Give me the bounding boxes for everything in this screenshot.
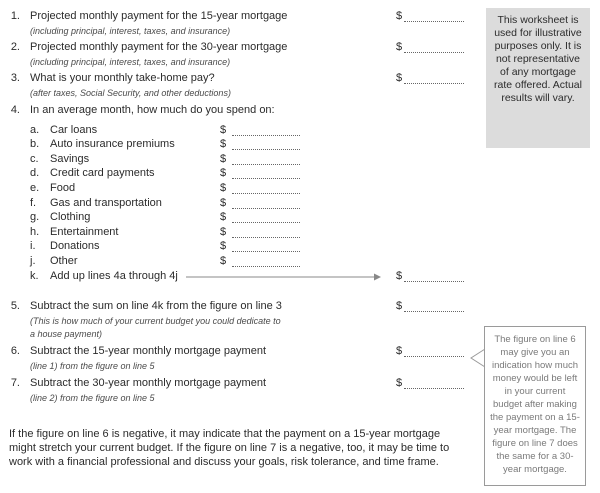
dollar-sign: $: [220, 153, 227, 165]
question-number: 3.: [10, 72, 20, 84]
expense-field-b[interactable]: [232, 149, 300, 150]
question-note: (line 2) from the figure on line 5: [30, 393, 155, 403]
dollar-sign: $: [220, 167, 227, 179]
expense-field-a[interactable]: [232, 135, 300, 136]
question-text: In an average month, how much do you spend on:: [30, 104, 275, 116]
expense-field-e[interactable]: [232, 193, 300, 194]
expense-total-field[interactable]: [404, 281, 464, 282]
expense-label: Other: [50, 255, 78, 267]
dollar-sign: $: [220, 240, 227, 252]
callout-text: The figure on line 6 may give you an indication how much money would be left in your current budget after making the payment on a 15-year mortgage. The figure on line 7 does the same for a 30-year mortgage.: [490, 334, 580, 475]
question-text: Projected monthly payment for the 15-year mortgage: [30, 10, 288, 22]
dollar-sign: $: [396, 270, 403, 282]
question-text: Subtract the sum on line 4k from the figure on line 3: [30, 300, 282, 312]
expense-field-j[interactable]: [232, 266, 300, 267]
expense-label: Car loans: [50, 124, 98, 136]
answer-field-line-7[interactable]: [404, 388, 464, 389]
expense-field-d[interactable]: [232, 178, 300, 179]
conclusion-paragraph: If the figure on line 6 is negative, it may indicate that the payment on a 15-year mortgage might stretch your current budget. If the figure on line 7 is a negative, too, it may be time to work with a financial professional and discuss your goals, risk tolerance, and time frame.: [9, 428, 450, 468]
dollar-sign: $: [396, 377, 403, 389]
dollar-sign: $: [396, 10, 403, 22]
dollar-sign: $: [220, 182, 227, 194]
question-text: Subtract the 15-year monthly mortgage payment: [30, 345, 267, 357]
question-number: 6.: [10, 345, 20, 357]
answer-field-line-3[interactable]: [404, 83, 464, 84]
question-number: 1.: [10, 10, 20, 22]
expense-field-g[interactable]: [232, 222, 300, 223]
expense-label: Credit card payments: [50, 167, 155, 179]
expense-letter: e.: [30, 182, 40, 194]
answer-field-line-2[interactable]: [404, 52, 464, 53]
dollar-sign: $: [220, 138, 227, 150]
dollar-sign: $: [396, 345, 403, 357]
expense-label: Gas and transportation: [50, 197, 162, 209]
question-text: Subtract the 30-year monthly mortgage payment: [30, 377, 267, 389]
expense-label: Donations: [50, 240, 100, 252]
expense-label: Entertainment: [50, 226, 119, 238]
expense-field-i[interactable]: [232, 251, 300, 252]
expense-letter: c.: [30, 153, 39, 165]
expense-label: Savings: [50, 153, 90, 165]
expense-field-h[interactable]: [232, 237, 300, 238]
expense-letter: b.: [30, 138, 40, 150]
arrow-right-icon: [186, 272, 382, 282]
dollar-sign: $: [220, 226, 227, 238]
expense-field-c[interactable]: [232, 164, 300, 165]
question-number: 2.: [10, 41, 20, 53]
expense-letter: h.: [30, 226, 40, 238]
question-note: (including principal, interest, taxes, and insurance): [30, 26, 231, 36]
expense-label: Food: [50, 182, 76, 194]
dollar-sign: $: [396, 72, 403, 84]
dollar-sign: $: [220, 255, 227, 267]
answer-field-line-1[interactable]: [404, 21, 464, 22]
dollar-sign: $: [220, 124, 227, 136]
expense-label: Add up lines 4a through 4j: [50, 270, 178, 282]
expense-letter: i.: [30, 240, 36, 252]
question-note: (This is how much of your current budget you could dedicate to: [30, 316, 281, 326]
answer-field-line-6[interactable]: [404, 356, 464, 357]
question-note: (including principal, interest, taxes, and insurance): [30, 57, 231, 67]
expense-letter: g.: [30, 211, 40, 223]
question-text: What is your monthly take-home pay?: [30, 72, 215, 84]
dollar-sign: $: [396, 300, 403, 312]
disclaimer-box: [486, 8, 590, 148]
question-note: (line 1) from the figure on line 5: [30, 361, 155, 371]
answer-field-line-5[interactable]: [404, 311, 464, 312]
question-number: 5.: [10, 300, 20, 312]
expense-field-f[interactable]: [232, 208, 300, 209]
expense-letter: j.: [30, 255, 36, 267]
dollar-sign: $: [220, 197, 227, 209]
expense-letter: a.: [30, 124, 40, 136]
expense-label: Auto insurance premiums: [50, 138, 175, 150]
disclaimer-text: This worksheet is used for illustrative purposes only. It is not representative of any mortgage rate offered. Actual results will vary.: [494, 14, 582, 104]
question-number: 4.: [10, 104, 20, 116]
expense-label: Clothing: [50, 211, 91, 223]
question-number: 7.: [10, 377, 20, 389]
callout-box: [484, 326, 586, 486]
expense-letter: d.: [30, 167, 40, 179]
question-note: a house payment): [30, 329, 103, 339]
expense-letter: f.: [30, 197, 37, 209]
dollar-sign: $: [396, 41, 403, 53]
expense-letter: k.: [30, 270, 39, 282]
question-note: (after taxes, Social Security, and other deductions): [30, 88, 231, 98]
dollar-sign: $: [220, 211, 227, 223]
question-text: Projected monthly payment for the 30-year mortgage: [30, 41, 288, 53]
